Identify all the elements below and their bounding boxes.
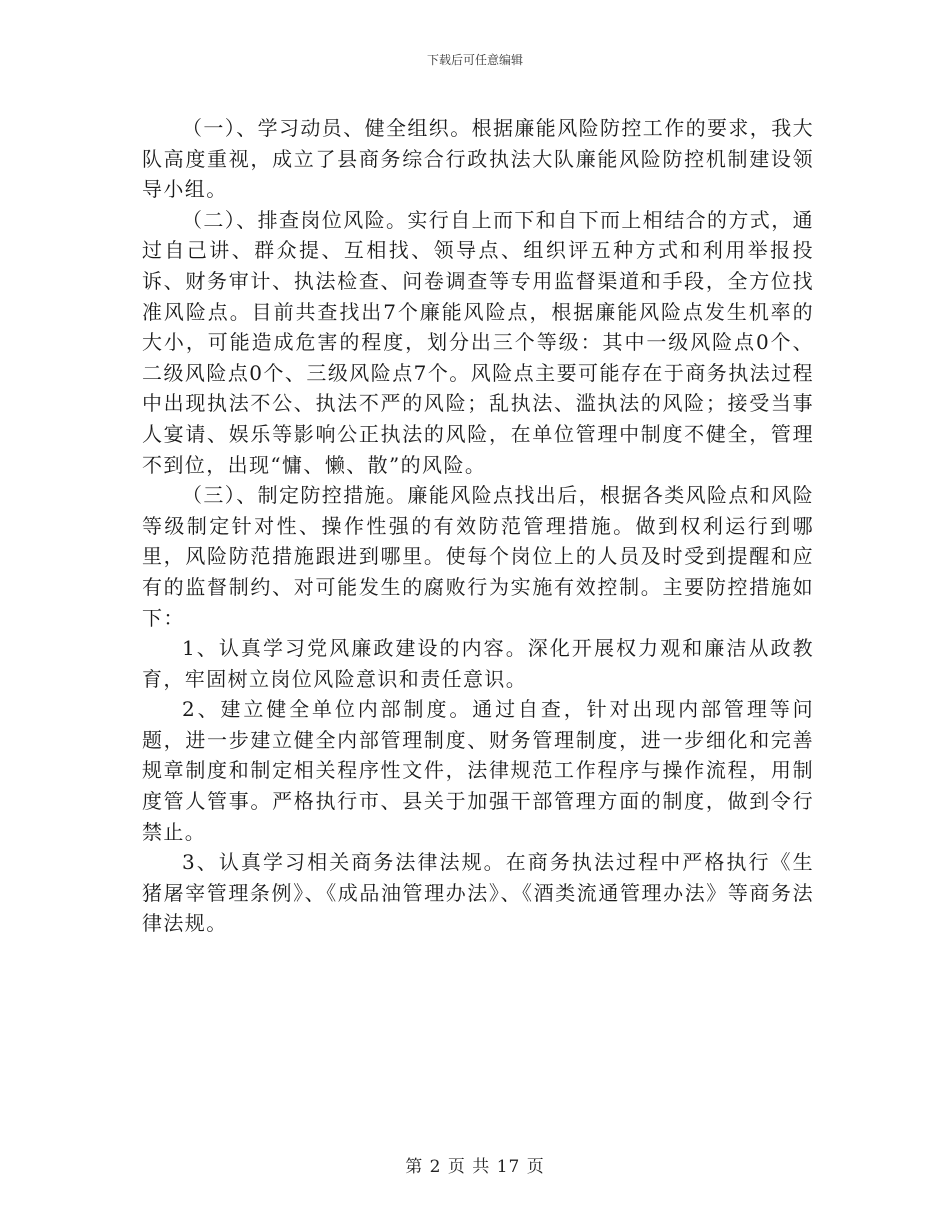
page-number-footer: 第 2 页 共 17 页 xyxy=(405,1157,545,1177)
paragraph-2: （二）、排查岗位风险。实行自上而下和自下而上相结合的方式，通过自己讲、群众提、互相找、领导点、组织评五种方式和利用举报投诉、财务审计、执法检查、问卷调查等专用监督渠道和手段，全方位找准风险点。目前共查找出7个廉能风险点，根据廉能风险点发生机率的大小，可能造成危害的程度，划分出三个等级：其中一级风险点0个、二级风险点0个、三级风险点7个。风险点主要可能存在于商务执法过程中出现执法不公、执法不严的风险；乱执法、滥执法的风险；接受当事人宴请、娱乐等影响公正执法的风险，在单位管理中制度不健全，管理不到位，出现“慵、懒、散”的风险。 xyxy=(142,207,814,477)
paragraph-6: 3、认真学习相关商务法律法规。在商务执法过程中严格执行《生猪屠宰管理条例》、《成品油管理办法》、《酒类流通管理办法》等商务法律法规。 xyxy=(142,850,814,936)
paragraph-3: （三）、制定防控措施。廉能风险点找出后，根据各类风险点和风险等级制定针对性、操作性强的有效防范管理措施。做到权利运行到哪里，风险防范措施跟进到哪里。使每个岗位上的人员及时受到提醒和应有的监督制约、对可能发生的腐败行为实施有效控制。主要防控措施如下： xyxy=(142,483,814,630)
paragraph-4: 1、认真学习党风廉政建设的内容。深化开展权力观和廉洁从政教育，牢固树立岗位风险意识和责任意识。 xyxy=(142,636,814,691)
paragraph-5: 2、建立健全单位内部制度。通过自查，针对出现内部管理等问题，进一步建立健全内部管理制度、财务管理制度，进一步细化和完善规章制度和制定相关程序性文件，法律规范工作程序与操作流程，用制度管人管事。严格执行市、县关于加强干部管理方面的制度，做到令行禁止。 xyxy=(142,697,814,844)
document-body xyxy=(142,113,814,939)
paragraph-1: （一）、学习动员、健全组织。根据廉能风险防控工作的要求，我大队高度重视，成立了县商务综合行政执法大队廉能风险防控机制建设领导小组。 xyxy=(142,116,814,202)
page-header: 下载后可任意编辑 xyxy=(426,53,523,67)
